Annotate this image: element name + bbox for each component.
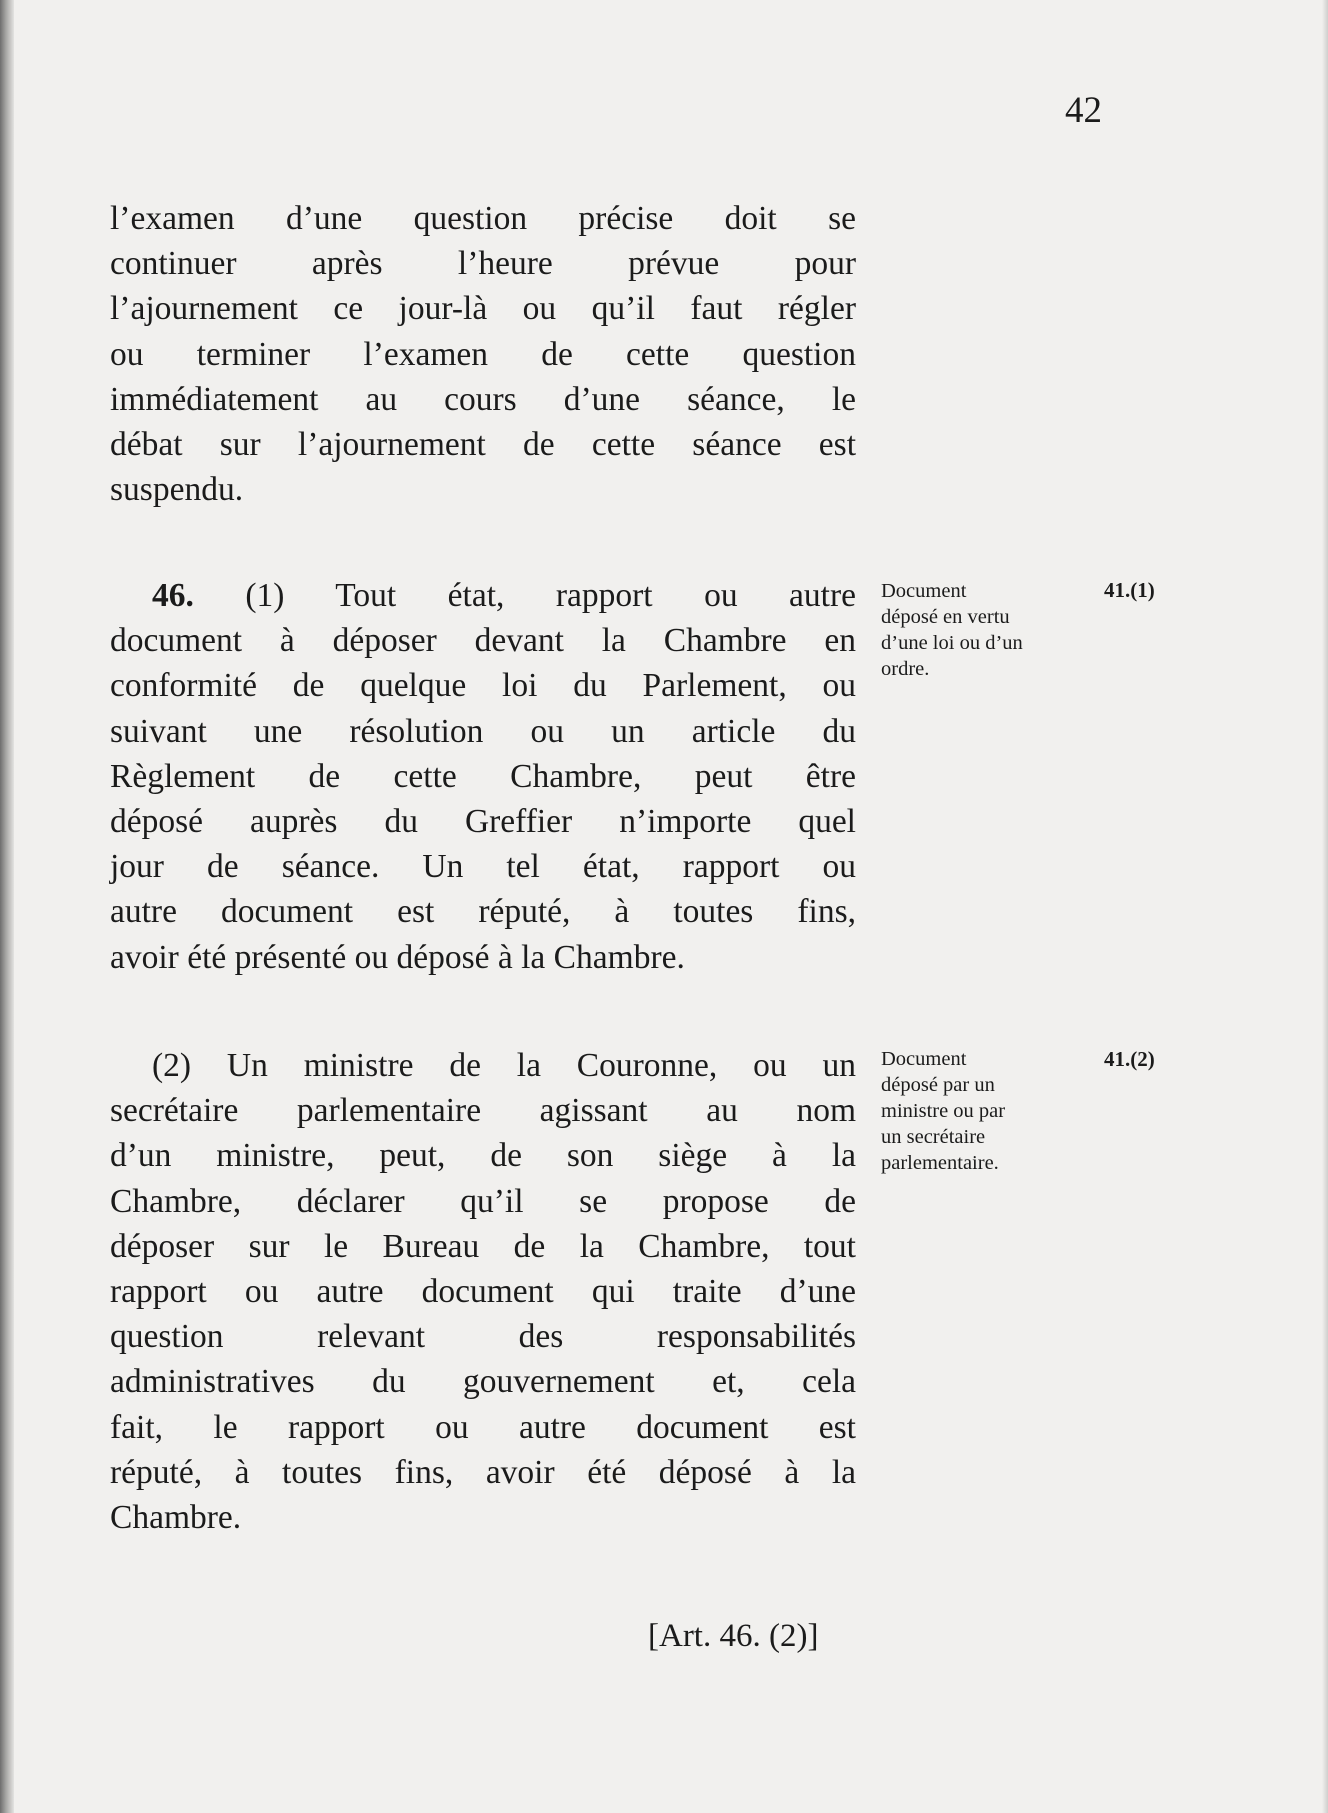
section-46-1-paragraph: [110, 573, 856, 980]
text-line: d’un ministre, peut, de son siège à la: [110, 1137, 856, 1175]
text-line: suspendu.: [110, 471, 244, 509]
continuation-paragraph: [110, 196, 856, 512]
text-line: débat sur l’ajournement de cette séance est: [110, 426, 856, 464]
text-line: document à déposer devant la Chambre en: [110, 622, 856, 660]
text-line: (1) Tout état, rapport ou autre: [245, 577, 856, 614]
text-line: réputé, à toutes fins, avoir été déposé à la: [110, 1453, 856, 1491]
margin-note-line: déposé en vertu: [881, 606, 1010, 628]
text-line: Chambre, déclarer qu’il se propose de: [110, 1182, 856, 1220]
margin-note-line: un secrétaire: [881, 1126, 986, 1148]
margin-note-line: Document: [881, 1048, 967, 1070]
text-line: secrétaire parlementaire agissant au nom: [110, 1092, 856, 1130]
page-number: 42: [1065, 90, 1102, 131]
text-line: l’examen d’une question précise doit se: [110, 200, 856, 237]
margin-note-line: ministre ou par: [881, 1100, 1006, 1122]
text-line: Règlement de cette Chambre, peut être: [110, 757, 856, 795]
text-line: question relevant des responsabilités: [110, 1318, 856, 1356]
text-line: déposé auprès du Greffier n’importe quel: [110, 803, 856, 841]
text-line: rapport ou autre document qui traite d’une: [110, 1273, 856, 1311]
text-line: (2) Un ministre de la Couronne, ou un: [152, 1047, 856, 1084]
section-46-1-first-line: [110, 573, 856, 618]
text-line: suivant une résolution ou un article du: [110, 712, 856, 750]
margin-note-line: ordre.: [881, 658, 930, 680]
text-line: déposer sur le Bureau de la Chambre, tout: [110, 1227, 856, 1265]
margin-note-46-2: [881, 1046, 1091, 1176]
text-line: fait, le rapport ou autre document est: [110, 1408, 856, 1446]
text-line: l’ajournement ce jour-là ou qu’il faut régler: [110, 290, 856, 328]
reference-number-41-1: 41.(1): [1104, 578, 1155, 602]
text-line: jour de séance. Un tel état, rapport ou: [110, 848, 856, 886]
text-line: Chambre.: [110, 1499, 242, 1537]
margin-note-line: Document: [881, 580, 967, 602]
footer-article-reference: [Art. 46. (2)]: [648, 1618, 819, 1654]
text-line: immédiatement au cours d’une séance, le: [110, 380, 856, 418]
margin-note-line: d’une loi ou d’un: [881, 632, 1023, 654]
section-46-2-paragraph: [110, 1043, 856, 1540]
text-line: ou terminer l’examen de cette question: [110, 335, 856, 373]
reference-number-41-2: 41.(2): [1104, 1047, 1155, 1071]
text-line: continuer après l’heure prévue pour: [110, 245, 856, 283]
margin-note-46-1: [881, 578, 1091, 682]
text-line: avoir été présenté ou déposé à la Chambre.: [110, 938, 685, 976]
text-line: conformité de quelque loi du Parlement, ou: [110, 667, 856, 705]
page-edge-shadow: [0, 0, 14, 1813]
section-number: 46.: [152, 577, 194, 614]
margin-note-line: parlementaire.: [881, 1152, 999, 1174]
text-line: autre document est réputé, à toutes fins,: [110, 893, 856, 931]
margin-note-line: déposé par un: [881, 1074, 995, 1096]
page-edge-right: [1322, 0, 1328, 1813]
text-line: administratives du gouvernement et, cela: [110, 1363, 856, 1401]
